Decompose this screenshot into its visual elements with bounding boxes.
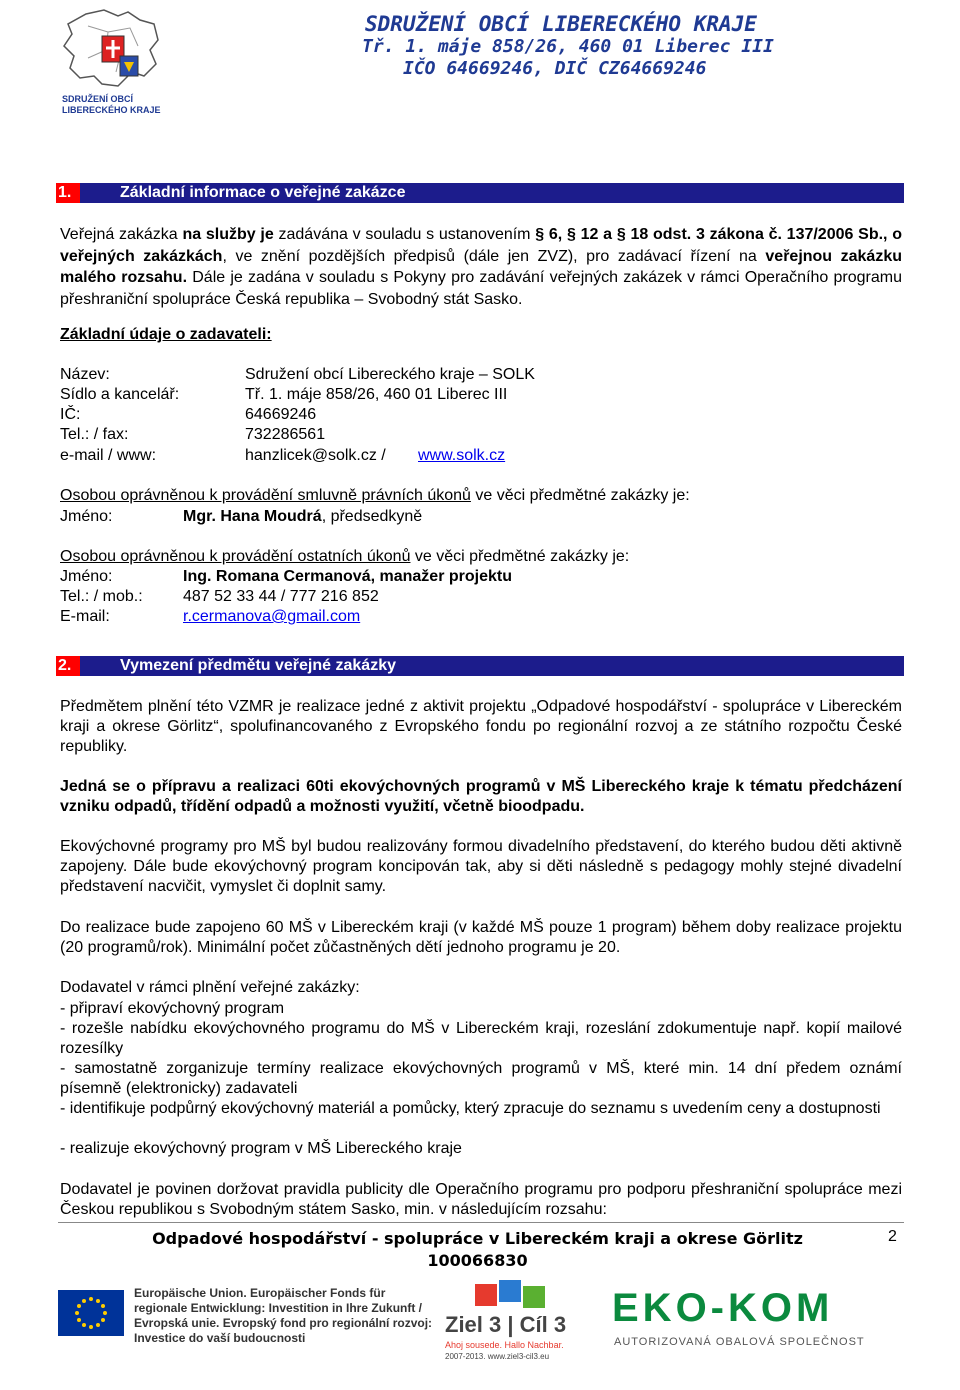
ekokom-tagline: AUTORIZOVANÁ OBALOVÁ SPOLEČNOST xyxy=(614,1336,865,1348)
section-2-paragraph-4: Do realizace bude zapojeno 60 MŠ v Libereckém kraji (v každé MŠ pouze 1 program) během doby realizace projektu (20 programů/rok). Minimální počet zůčastněných dětí jednoho programu je 20. xyxy=(60,919,902,956)
region-map-icon xyxy=(58,6,168,96)
section-2-number: 2. xyxy=(56,656,80,676)
section-2-paragraph-6: Dodavatel je povinen doržovat pravidla publicity dle Operačního programu pro podporu přeshraniční spolupráce mezi Českou republikou s Svobodným státem Sasko, min. v následujícím rozsahu: xyxy=(60,1181,902,1218)
ziel3-title: Ziel 3 | Cíl 3 xyxy=(445,1312,567,1337)
section-1-number: 1. xyxy=(56,183,80,203)
logo-text-1: SDRUŽENÍ OBCÍ xyxy=(62,94,134,104)
supplier-duty-item: - samostatně zorganizuje termíny realizace ekovýchovných programů v MŠ, které min. 14 dní předem oznámí písemně (elektronicky) zadavateli xyxy=(60,1060,902,1097)
eu-flag-icon xyxy=(58,1290,124,1336)
solk-logo xyxy=(58,6,168,118)
section-1-paragraph: Veřejná zakázka na služby je zadávána v souladu s ustanovením § 6, § 12 a § 18 odst. 3 zákona č. 137/2006 Sb., o veřejných zakázkách, ve znění pozdějších předpisů (dále jen ZVZ), pro zadávací řízení na veřejnou zakázku malého rozsahu. Dále je zadána v souladu s Pokyny pro zadávání veřejných zakázek v rámci Operačního programu přeshraniční spolupráce Česká republika – Svobodný stát Sasko. xyxy=(60,226,903,308)
section-2-bar xyxy=(56,656,904,676)
ziel3-slogan: Ahoj sousede. Hallo Nachbar. xyxy=(445,1340,564,1350)
puzzle-icon xyxy=(471,1276,551,1310)
section-1-title: Základní informace o veřejné zakázce xyxy=(120,184,406,201)
supplier-duty-item: - identifikuje podpůrný ekovýchovný materiál a pomůcky, který zpracuje do seznamu s uvedením ceny a dostupnosti xyxy=(60,1100,881,1117)
section-2-paragraph-2: Jedná se o přípravu a realizaci 60ti ekovýchovných programů v MŠ Libereckého kraje k tématu předcházení vzniku odpadů, třídění odpadů a možnosti využití, včetně bioodpadu. xyxy=(60,778,902,815)
footer-divider xyxy=(58,1222,904,1223)
header-org-name: SDRUŽENÍ OBCÍ LIBERECKÉHO KRAJE xyxy=(365,12,757,36)
authorized-person-1-heading: Osobou oprávněnou k provádění smluvně právních úkonů ve věci předmětné zakázky je: xyxy=(60,487,690,504)
section-1-bar xyxy=(56,183,904,203)
eu-funding-text: Europäische Union. Europäischer Fonds für regionale Entwicklung: Investition in Ihre Zukunft / Evropská unie. Evropský fond pro regionální rozvoj: Investice do vaší budoucnosti xyxy=(134,1286,433,1345)
supplier-duty-item: - připraví ekovýchovný program xyxy=(60,1000,285,1017)
page-number: 2 xyxy=(888,1228,897,1245)
ziel3-url: 2007-2013. www.ziel3-cil3.eu xyxy=(445,1352,550,1361)
authorized-person-2-heading: Osobou oprávněnou k provádění ostatních úkonů ve věci předmětné zakázky je: xyxy=(60,548,630,565)
supplier-duty-item: - realizuje ekovýchovný program v MŠ Libereckého kraje xyxy=(60,1140,462,1157)
section-2-paragraph-1: Předmětem plnění této VZMR je realizace jedné z aktivit projektu „Odpadové hospodářství - spolupráce v Libereckém kraji a okrese Görlitz“, spolufinancovaného z Evropského fondu po regionální rozvoj a ze státního rozpočtu České republiky. xyxy=(60,698,902,755)
section-2-title: Vymezení předmětu veřejné zakázky xyxy=(120,657,396,674)
ekokom-logo xyxy=(612,1286,912,1356)
footer-project-title: Odpadové hospodářství - spolupráce v Libereckém kraji a okrese Görlitz xyxy=(152,1229,803,1248)
ziel3-logo xyxy=(443,1276,583,1376)
footer-project-number: 100066830 xyxy=(427,1251,528,1270)
supplier-duty-item: - rozešle nabídku ekovýchovného programu do MŠ v Libereckém kraji, rozeslání zdokumentuje např. kopií mailové rozesílky xyxy=(60,1020,902,1057)
header-address: Tř. 1. máje 858/26, 460 01 Liberec III xyxy=(362,36,774,57)
header-ico: IČO 64669246, DIČ CZ64669246 xyxy=(403,58,707,79)
ekokom-wordmark: EKO-KOM xyxy=(612,1286,834,1330)
email-link[interactable]: r.cermanova@gmail.com xyxy=(183,608,361,625)
section-2-paragraph-3: Ekovýchovné programy pro MŠ byl budou realizovány formou divadelního představení, do kterého budou děti aktivně zapojeny. Dále bude ekovýchovný program koncipován tak, aby si děti následně s pedagogy mohly stejné divadelní představení nacvičit, vymyslet či doplnit samy. xyxy=(60,838,902,895)
logo-text-2: LIBERECKÉHO KRAJE xyxy=(62,105,161,115)
contracting-authority-heading: Základní údaje o zadavateli: xyxy=(60,326,272,343)
website-link[interactable]: www.solk.cz xyxy=(418,447,506,464)
supplier-duties-intro: Dodavatel v rámci plnění veřejné zakázky: xyxy=(60,979,360,996)
